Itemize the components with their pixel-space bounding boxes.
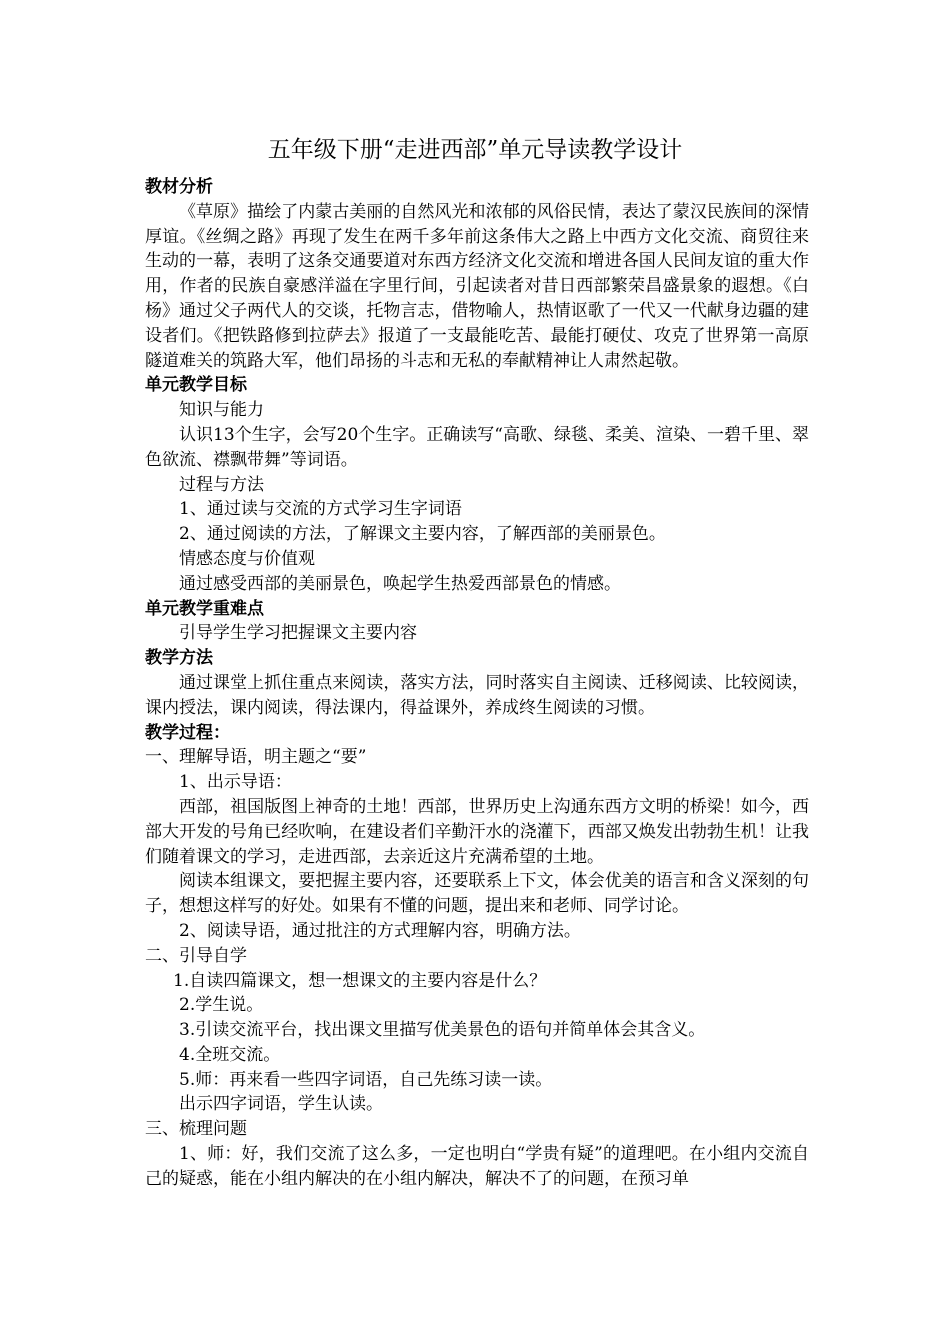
section1-step2: 2、阅读导语，通过批注的方式理解内容，明确方法。 [179,920,581,941]
knowledge-text: 认识13个生字，会写20个生字。正确读写“高歌、绿毯、柔美、渲染、一碧千里、翠色欲流、襟飘带舞”等词语。 [145,424,809,470]
analysis-paragraph: 《草原》描绘了内蒙古美丽的自然风光和浓郁的风俗民情，表达了蒙汉民族间的深情厚谊。《丝绸之路》再现了发生在两千多年前这条伟大之路上中西方文化交流、商贸往来生动的一幕，表明了这条交通要道对东西方经济文化交流和增进各国人民间友谊的重大作用，作者的民族自豪感洋溢在字里行间，引起读者对昔日西部繁荣昌盛景象的遐想。《白杨》通过父子两代人的交谈，托物言志，借物喻人，热情讴歌了一代又一代献身边疆的建设者们。《把铁路修到拉萨去》报道了一支最能吃苦、最能打硬仗、攻克了世界第一高原隧道难关的筑路大军，他们昂扬的斗志和无私的奉献精神让人肃然起敬。 [145,201,809,371]
section2-item: 4.全班交流。 [179,1044,281,1065]
analysis-heading: 教材分析 [145,177,213,197]
section2-item: 1.自读四篇课文，想一想课文的主要内容是什么？ [173,970,547,991]
section1-para2: 阅读本组课文，要把握主要内容，还要联系上下文，体会优美的语言和含义深刻的句子，想想这样写的好处。如果有不懂的问题，提出来和老师、同学讨论。 [145,871,809,917]
attitude-label: 情感态度与价值观 [179,548,315,569]
keypoints-text: 引导学生学习把握课文主要内容 [179,623,417,644]
section3-title: 三、梳理问题 [145,1119,247,1140]
section1-title: 一、理解导语，明主题之“要” [145,747,367,768]
knowledge-label: 知识与能力 [179,400,264,421]
process-item: 1、通过读与交流的方式学习生字词语 [179,499,462,520]
section2-item: 5.师：再来看一些四字词语，自己先练习读一读。 [179,1069,553,1090]
process-label: 过程与方法 [179,474,264,495]
attitude-text: 通过感受西部的美丽景色，唤起学生热爱西部景色的情感。 [179,573,621,594]
process-item: 2、通过阅读的方法，了解课文主要内容，了解西部的美丽景色。 [179,524,666,545]
goals-heading: 单元教学目标 [145,375,247,396]
section2-item: 2.学生说。 [179,995,264,1016]
method-text: 通过课堂上抓住重点来阅读，落实方法，同时落实自主阅读、迁移阅读、比较阅读，课内授法，课内阅读，得法课内，得益课外，养成终生阅读的习惯。 [145,672,809,718]
section2-note: 出示四字词语，学生认读。 [179,1094,383,1115]
keypoints-heading: 单元教学重难点 [145,598,264,619]
section1-para1: 西部，祖国版图上神奇的土地！西部，世界历史上沟通东西方文明的桥梁！如今，西部大开发的号角已经吹响，在建设者们辛勤汗水的浇灌下，西部又焕发出勃勃生机！让我们随着课文的学习，走进西部，去亲近这片充满希望的土地。 [145,796,809,867]
section3-para1: 1、师：好，我们交流了这么多，一定也明白“学贵有疑”的道理吧。在小组内交流自己的疑惑，能在小组内解决的在小组内解决，解决不了的问题，在预习单 [145,1144,809,1189]
section2-item: 3.引读交流平台，找出课文里描写优美景色的语句并简单体会其含义。 [179,1020,706,1041]
document-body [145,175,809,1192]
method-heading: 教学方法 [145,648,213,669]
section1-step1: 1、出示导语： [179,772,292,793]
section2-title: 二、引导自学 [145,945,247,966]
document-title: 五年级下册“走进西部”单元导读教学设计 [267,137,683,163]
process-heading: 教学过程： [145,722,230,743]
